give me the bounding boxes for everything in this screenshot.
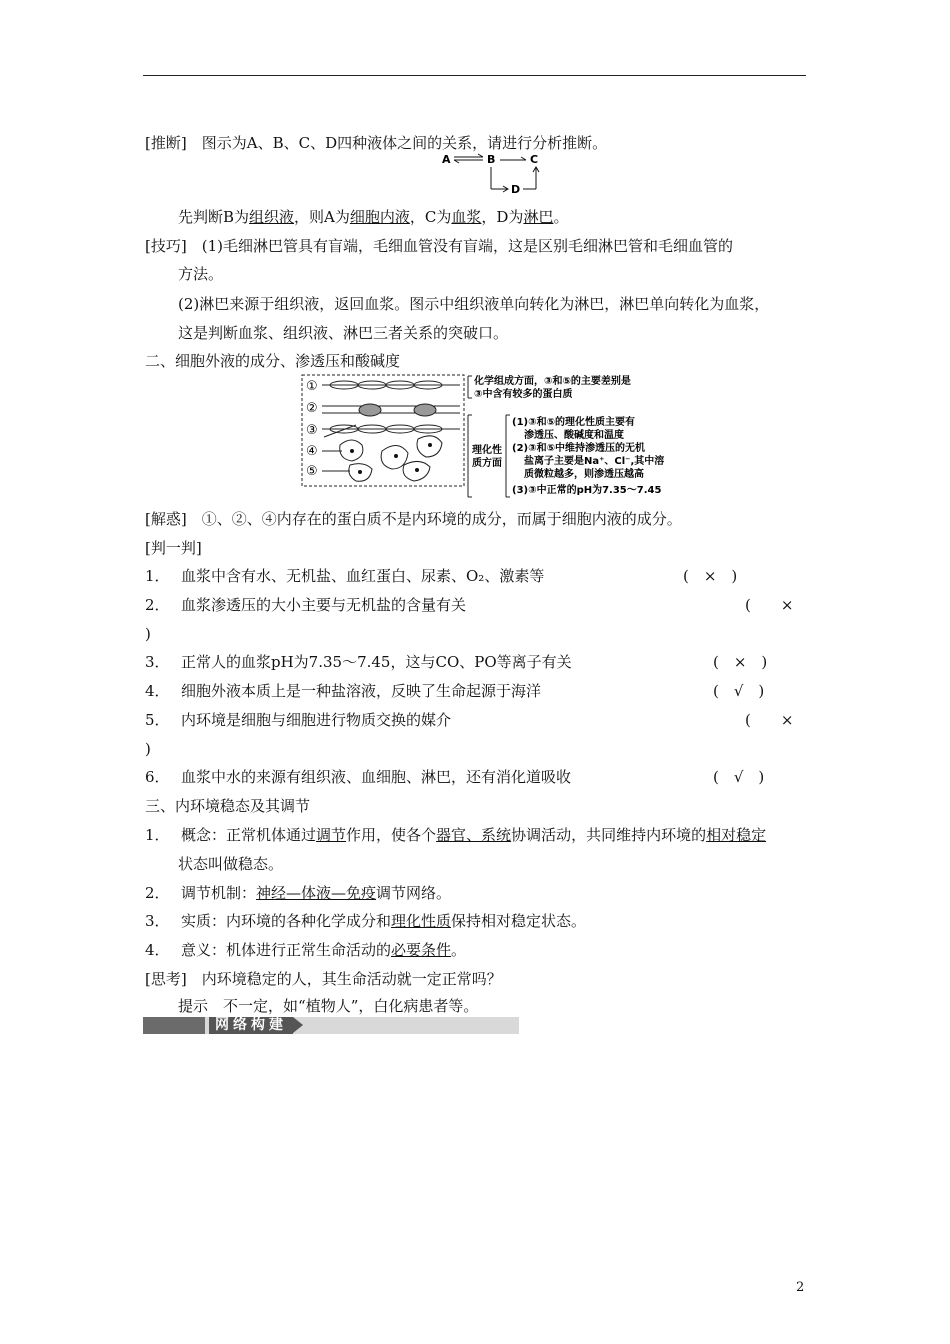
phys-line-2: 渗透压、酸碱度和温度 — [524, 430, 624, 441]
item-concept-cont: 状态叫做稳态。 — [178, 855, 284, 873]
judge-answer: ( √ ) — [713, 768, 765, 786]
answer-plasma: 血浆 — [451, 208, 482, 226]
infer-label: [推断] — [145, 134, 187, 152]
clarify-label: [解惑] — [145, 510, 187, 528]
judge-item: 3． 正常人的血浆pH为7.35～7.45，这与CO、PO等离子有关 ( × ) — [145, 653, 768, 671]
tips-line-3: (2)淋巴来源于组织液，返回血浆。图示中组织液单向转化为淋巴，淋巴单向转化为血浆， — [178, 295, 770, 313]
fluid-composition-figure — [300, 373, 670, 500]
answer-lymph: 淋巴 — [523, 208, 554, 226]
item-significance: 4． 意义：机体进行正常生命活动的必要条件。 — [145, 941, 467, 959]
think-label: [思考] — [145, 970, 187, 988]
hint-line: 提示 不一定，如“植物人”，白化病患者等。 — [178, 997, 479, 1015]
phys-line-4: 盐离子主要是Na⁺、Cl⁻,其中溶 — [524, 456, 665, 467]
judge-item: 1． 血浆中含有水、无机盐、血红蛋白、尿素、O₂、激素等 ( × ) — [145, 567, 738, 585]
page-number: 2 — [796, 1280, 805, 1295]
phys-label-1: 理化性 — [472, 445, 502, 456]
tips-label: [技巧] — [145, 237, 187, 255]
judge-answer: ( × — [745, 596, 794, 614]
section3-heading: 三、内环境稳态及其调节 — [145, 797, 311, 815]
infer-text: 图示为A、B、C、D四种液体之间的关系，请进行分析推断。 — [201, 134, 608, 152]
fig-label-4: ④ — [306, 444, 318, 459]
phys-line-6: (3)③中正常的pH为7.35～7.45 — [512, 485, 662, 496]
judge-answer: ( × ) — [683, 567, 738, 585]
judge-item: 2． 血浆渗透压的大小主要与无机盐的含量有关 ( × — [145, 596, 794, 614]
abcd-diagram — [440, 150, 550, 196]
tips-line-2: 方法。 — [178, 265, 224, 283]
clarify-line: [解惑] ①、②、④内存在的蛋白质不是内环境的成分，而属于细胞内液的成分。 — [145, 510, 682, 528]
tips-line-1: [技巧] (1)毛细淋巴管具有盲端，毛细血管没有盲端，这是区别毛细淋巴管和毛细血管的 — [145, 237, 733, 255]
judge-answer: ( × ) — [713, 653, 768, 671]
hint-label: 提示 — [178, 997, 209, 1015]
judge-answer: ( × — [745, 711, 794, 729]
fig-label-1: ① — [306, 379, 318, 394]
fig-label-5: ⑤ — [306, 464, 318, 479]
tips-line-4: 这是判断血浆、组织液、淋巴三者关系的突破口。 — [178, 324, 509, 342]
phys-line-1: (1)③和⑤的理化性质主要有 — [512, 417, 636, 428]
fig-label-2: ② — [306, 401, 318, 416]
phys-line-3: (2)③和⑤中维持渗透压的无机 — [512, 443, 646, 454]
item-concept: 1． 概念：正常机体通过调节作用，使各个器官、系统协调活动，共同维持内环境的相对稳定 — [145, 826, 767, 844]
banner-arrow-icon — [293, 1017, 303, 1033]
header-rule — [143, 75, 806, 76]
phys-label-2: 质方面 — [472, 458, 502, 469]
judge-answer: ( √ ) — [713, 682, 765, 700]
answer-intracellular-fluid: 细胞内液 — [349, 208, 410, 226]
network-banner — [143, 1017, 519, 1034]
diagram-label-b: B — [487, 153, 496, 166]
chem-line-1: 化学组成方面，③和⑤的主要差别是 — [474, 376, 631, 387]
judge-answer-close: ) — [145, 740, 151, 758]
judge-item: 5． 内环境是细胞与细胞进行物质交换的媒介 ( × — [145, 711, 794, 729]
judge-label: [判一判] — [145, 539, 202, 557]
diagram-label-d: D — [511, 183, 521, 196]
item-mechanism: 2． 调节机制：神经—体液—免疫调节网络。 — [145, 884, 452, 902]
phys-line-5: 质微粒越多，则渗透压越高 — [524, 469, 644, 480]
answer-tissue-fluid: 组织液 — [249, 208, 295, 226]
section2-heading: 二、细胞外液的成分、渗透压和酸碱度 — [145, 352, 401, 370]
think-line: [思考] 内环境稳定的人，其生命活动就一定正常吗？ — [145, 970, 502, 988]
diagram-label-a: A — [442, 153, 451, 166]
chem-line-2: ③中含有较多的蛋白质 — [474, 389, 573, 400]
judge-item: 6． 血浆中水的来源有组织液、血细胞、淋巴，还有消化道吸收 ( √ ) — [145, 768, 765, 786]
diagram-label-c: C — [530, 153, 539, 166]
judge-answer-close: ) — [145, 625, 151, 643]
infer-conclusion: 先判断B为组织液，则A为细胞内液，C为血浆，D为淋巴。 — [178, 208, 569, 226]
banner-title: 网络构建 — [209, 1017, 293, 1034]
item-essence: 3． 实质：内环境的各种化学成分和理化性质保持相对稳定状态。 — [145, 912, 587, 930]
judge-item: 4． 细胞外液本质上是一种盐溶液，反映了生命起源于海洋 ( √ ) — [145, 682, 765, 700]
fig-label-3: ③ — [306, 423, 318, 438]
